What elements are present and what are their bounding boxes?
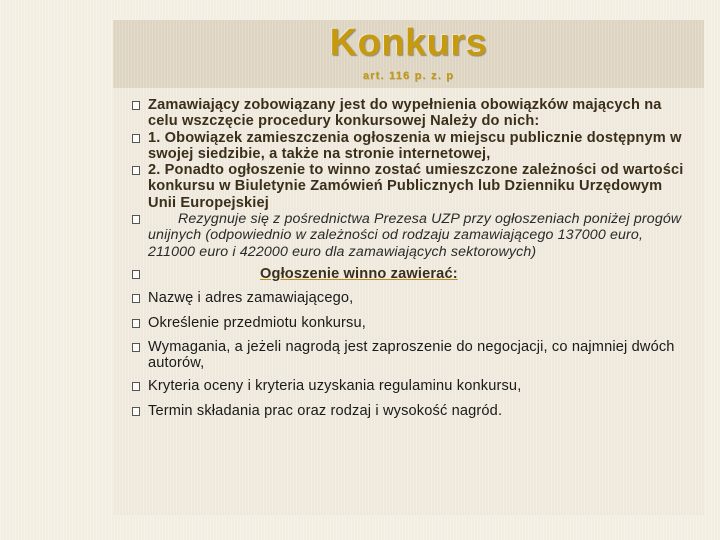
list-item	[132, 211, 692, 260]
square-bullet-icon	[132, 407, 140, 416]
list-item	[132, 97, 692, 130]
square-bullet-icon	[132, 294, 140, 303]
bullet-list	[132, 97, 692, 419]
list-item	[132, 130, 692, 163]
bullet-text: Termin składania prac oraz rodzaj i wysokość nagród.	[148, 402, 503, 419]
square-bullet-icon	[132, 382, 140, 391]
square-bullet-icon	[132, 101, 140, 110]
square-bullet-icon	[132, 319, 140, 328]
bullet-text: 2. Ponadto ogłoszenie to winno zostać umieszczone zależności od wartości konkursu w Biuletynie Zamówień Publicznych lub Dzienniku Urzędowym Unii Europejskiej	[148, 162, 684, 211]
list-item	[132, 339, 692, 372]
bullet-text: Rezygnuje się z pośrednictwa Prezesa UZP przy ogłoszeniach poniżej progów unijnych (odpowiednio w zależności od rodzaju zamawiającego 137000 euro, 211000 euro i 422000 euro dla zamawiających sektorowych)	[148, 211, 682, 260]
square-bullet-icon	[132, 134, 140, 143]
list-item	[132, 290, 692, 306]
list-item	[132, 315, 692, 331]
slide-subtitle: art. 116 p. z. p	[362, 70, 455, 82]
square-bullet-icon	[132, 215, 140, 224]
square-bullet-icon	[132, 166, 140, 175]
bullet-text-heading: Ogłoszenie winno zawierać:	[260, 265, 458, 282]
list-item	[132, 162, 692, 211]
square-bullet-icon	[132, 343, 140, 352]
bullet-text: Zamawiający zobowiązany jest do wypełnienia obowiązków mających na celu wszczęcie procedury konkursowej Należy do nich:	[148, 97, 662, 130]
bullet-text: Kryteria oceny i kryteria uzyskania regulaminu konkursu,	[148, 378, 522, 395]
list-item	[132, 266, 692, 282]
slide-title: Konkurs	[329, 22, 488, 64]
bullet-text: Wymagania, a jeżeli nagrodą jest zaproszenie do negocjacji, co najmniej dwóch autorów,	[148, 338, 675, 372]
list-item	[132, 403, 692, 419]
bullet-text: Określenie przedmiotu konkursu,	[148, 314, 366, 331]
list-item	[132, 378, 692, 394]
square-bullet-icon	[132, 270, 140, 279]
bullet-text: Nazwę i adres zamawiającego,	[148, 290, 354, 307]
bullet-text: 1. Obowiązek zamieszczenia ogłoszenia w miejscu publicznie dostępnym w swojej siedzibie, a także na stronie internetowej,	[148, 129, 682, 162]
